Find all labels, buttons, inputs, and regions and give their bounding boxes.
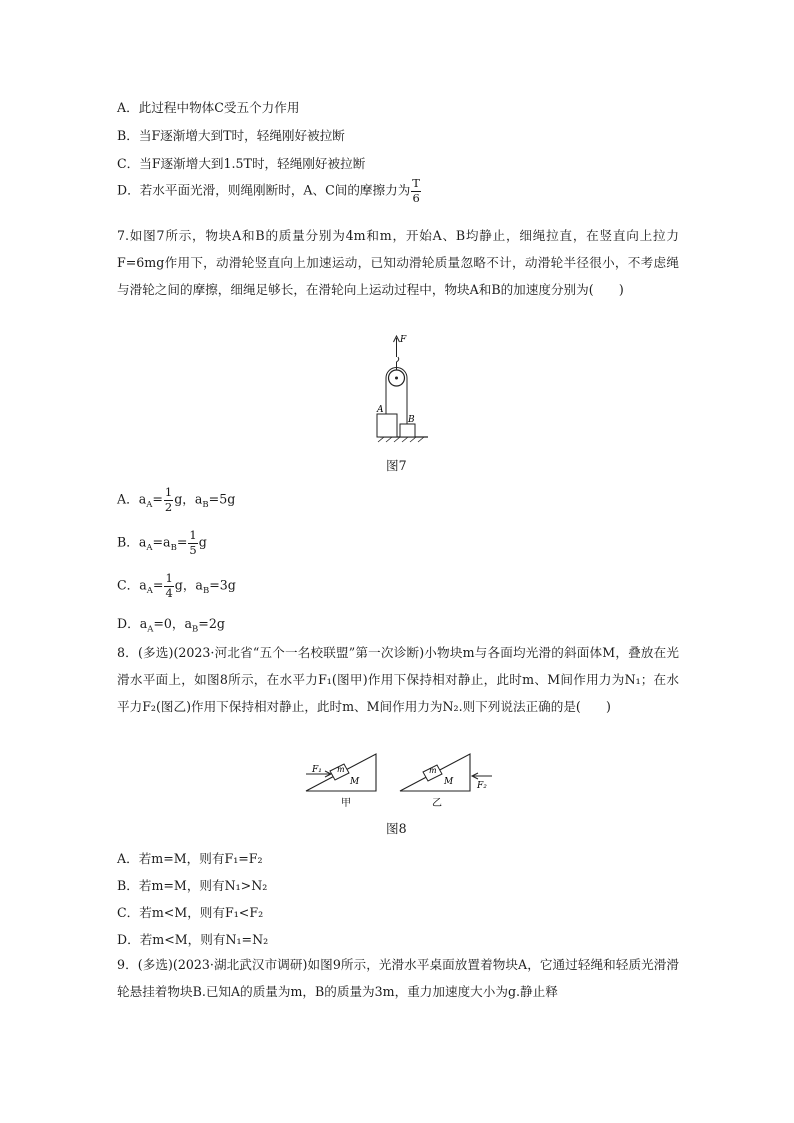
figure-7-caption: 图7 xyxy=(386,458,407,473)
left-big-block-label: M xyxy=(350,777,360,787)
fraction-denominator: 6 xyxy=(412,190,420,205)
fraction: $\frac{1}{4}$ xyxy=(165,571,173,600)
q6-option-d-text: D．若水平面光滑，则绳刚断时，A、C间的摩擦力为 xyxy=(117,182,411,198)
right-caption: 乙 xyxy=(432,798,442,809)
fraction: $\frac{1}{2}$ xyxy=(164,485,173,514)
q8-option-a: A．若m=M，则有F₁=F₂ xyxy=(117,851,263,866)
q6-option-a: A．此过程中物体C受五个力作用 xyxy=(117,100,300,115)
force-label: F xyxy=(400,335,407,345)
fraction-numerator: T xyxy=(412,176,420,190)
block-a-label: A xyxy=(377,405,384,415)
left-small-block-label: m xyxy=(337,765,345,774)
q7-option-d: D．$a_A=0$，$a_B=2g$ xyxy=(117,616,225,635)
q7-option-a: A．$a_A=$ $\frac{1}{2}$ g，$a_B=5g$ xyxy=(117,485,236,514)
q7-stem: 7.如图7所示，物块A和B的质量分别为4m和m，开始A、B均静止，细绳拉直，在竖直向上拉力F=6mg作用下，动滑轮竖直向上加速运动，已知动滑轮质量忽略不计，动滑轮半径很小，不考虑绳与滑轮之间的摩擦，细绳足够长，在滑轮向上运动过程中，物块A和B的加速度分别为( ) xyxy=(117,228,679,297)
left-caption: 甲 xyxy=(341,798,351,809)
fraction: $\frac{1}{5}$ xyxy=(189,528,197,557)
q8-option-b: B．若m=M，则有N₁>N₂ xyxy=(117,878,268,893)
q8-option-c: C．若m<M，则有F₁<F₂ xyxy=(117,905,264,920)
q8-figure xyxy=(300,748,500,810)
right-force-label: F₂ xyxy=(477,781,487,791)
block-b-label: B xyxy=(408,415,415,425)
q9-stem: 9．(多选)(2023·湖北武汉市调研)如图9所示，光滑水平桌面放置着物块A，它通过轻绳和轻质光滑滑轮悬挂着物块B.已知A的质量为m，B的质量为3m，重力加速度大小为g.静止释 xyxy=(117,957,679,999)
q8-option-d: D．若m<M，则有N₁=N₂ xyxy=(117,932,269,947)
right-big-block-label: M xyxy=(444,777,454,787)
fraction xyxy=(411,178,421,204)
left-force-label: F₁ xyxy=(312,765,322,775)
figure-8-caption: 图8 xyxy=(386,821,407,836)
right-small-block-label: m xyxy=(429,766,437,775)
q7-figure xyxy=(360,328,440,443)
q8-stem: 8．(多选)(2023·河北省“五个一名校联盟”第一次诊断)小物块m与各面均光滑的斜面体M，叠放在光滑水平面上，如图8所示，在水平力F₁(图甲)作用下保持相对静止，此时m、M间作用力为N₁；在水平力F₂(图乙)作用下保持相对静止，此时m、M间作用力为N₂.则下列说法正确的是( ) xyxy=(117,645,679,714)
q7-option-b: B．$a_A=a_B=$ $\frac{1}{5}$ g xyxy=(117,528,207,557)
q6-option-b: B．当F逐渐增大到T时，轻绳刚好被拉断 xyxy=(117,128,345,143)
q6-option-c: C．当F逐渐增大到1.5T时，轻绳刚好被拉断 xyxy=(117,156,366,171)
q7-option-c: C．$a_A=$ $\frac{1}{4}$ g，$a_B=3g$ xyxy=(117,571,236,600)
q6-option-d xyxy=(117,178,422,204)
